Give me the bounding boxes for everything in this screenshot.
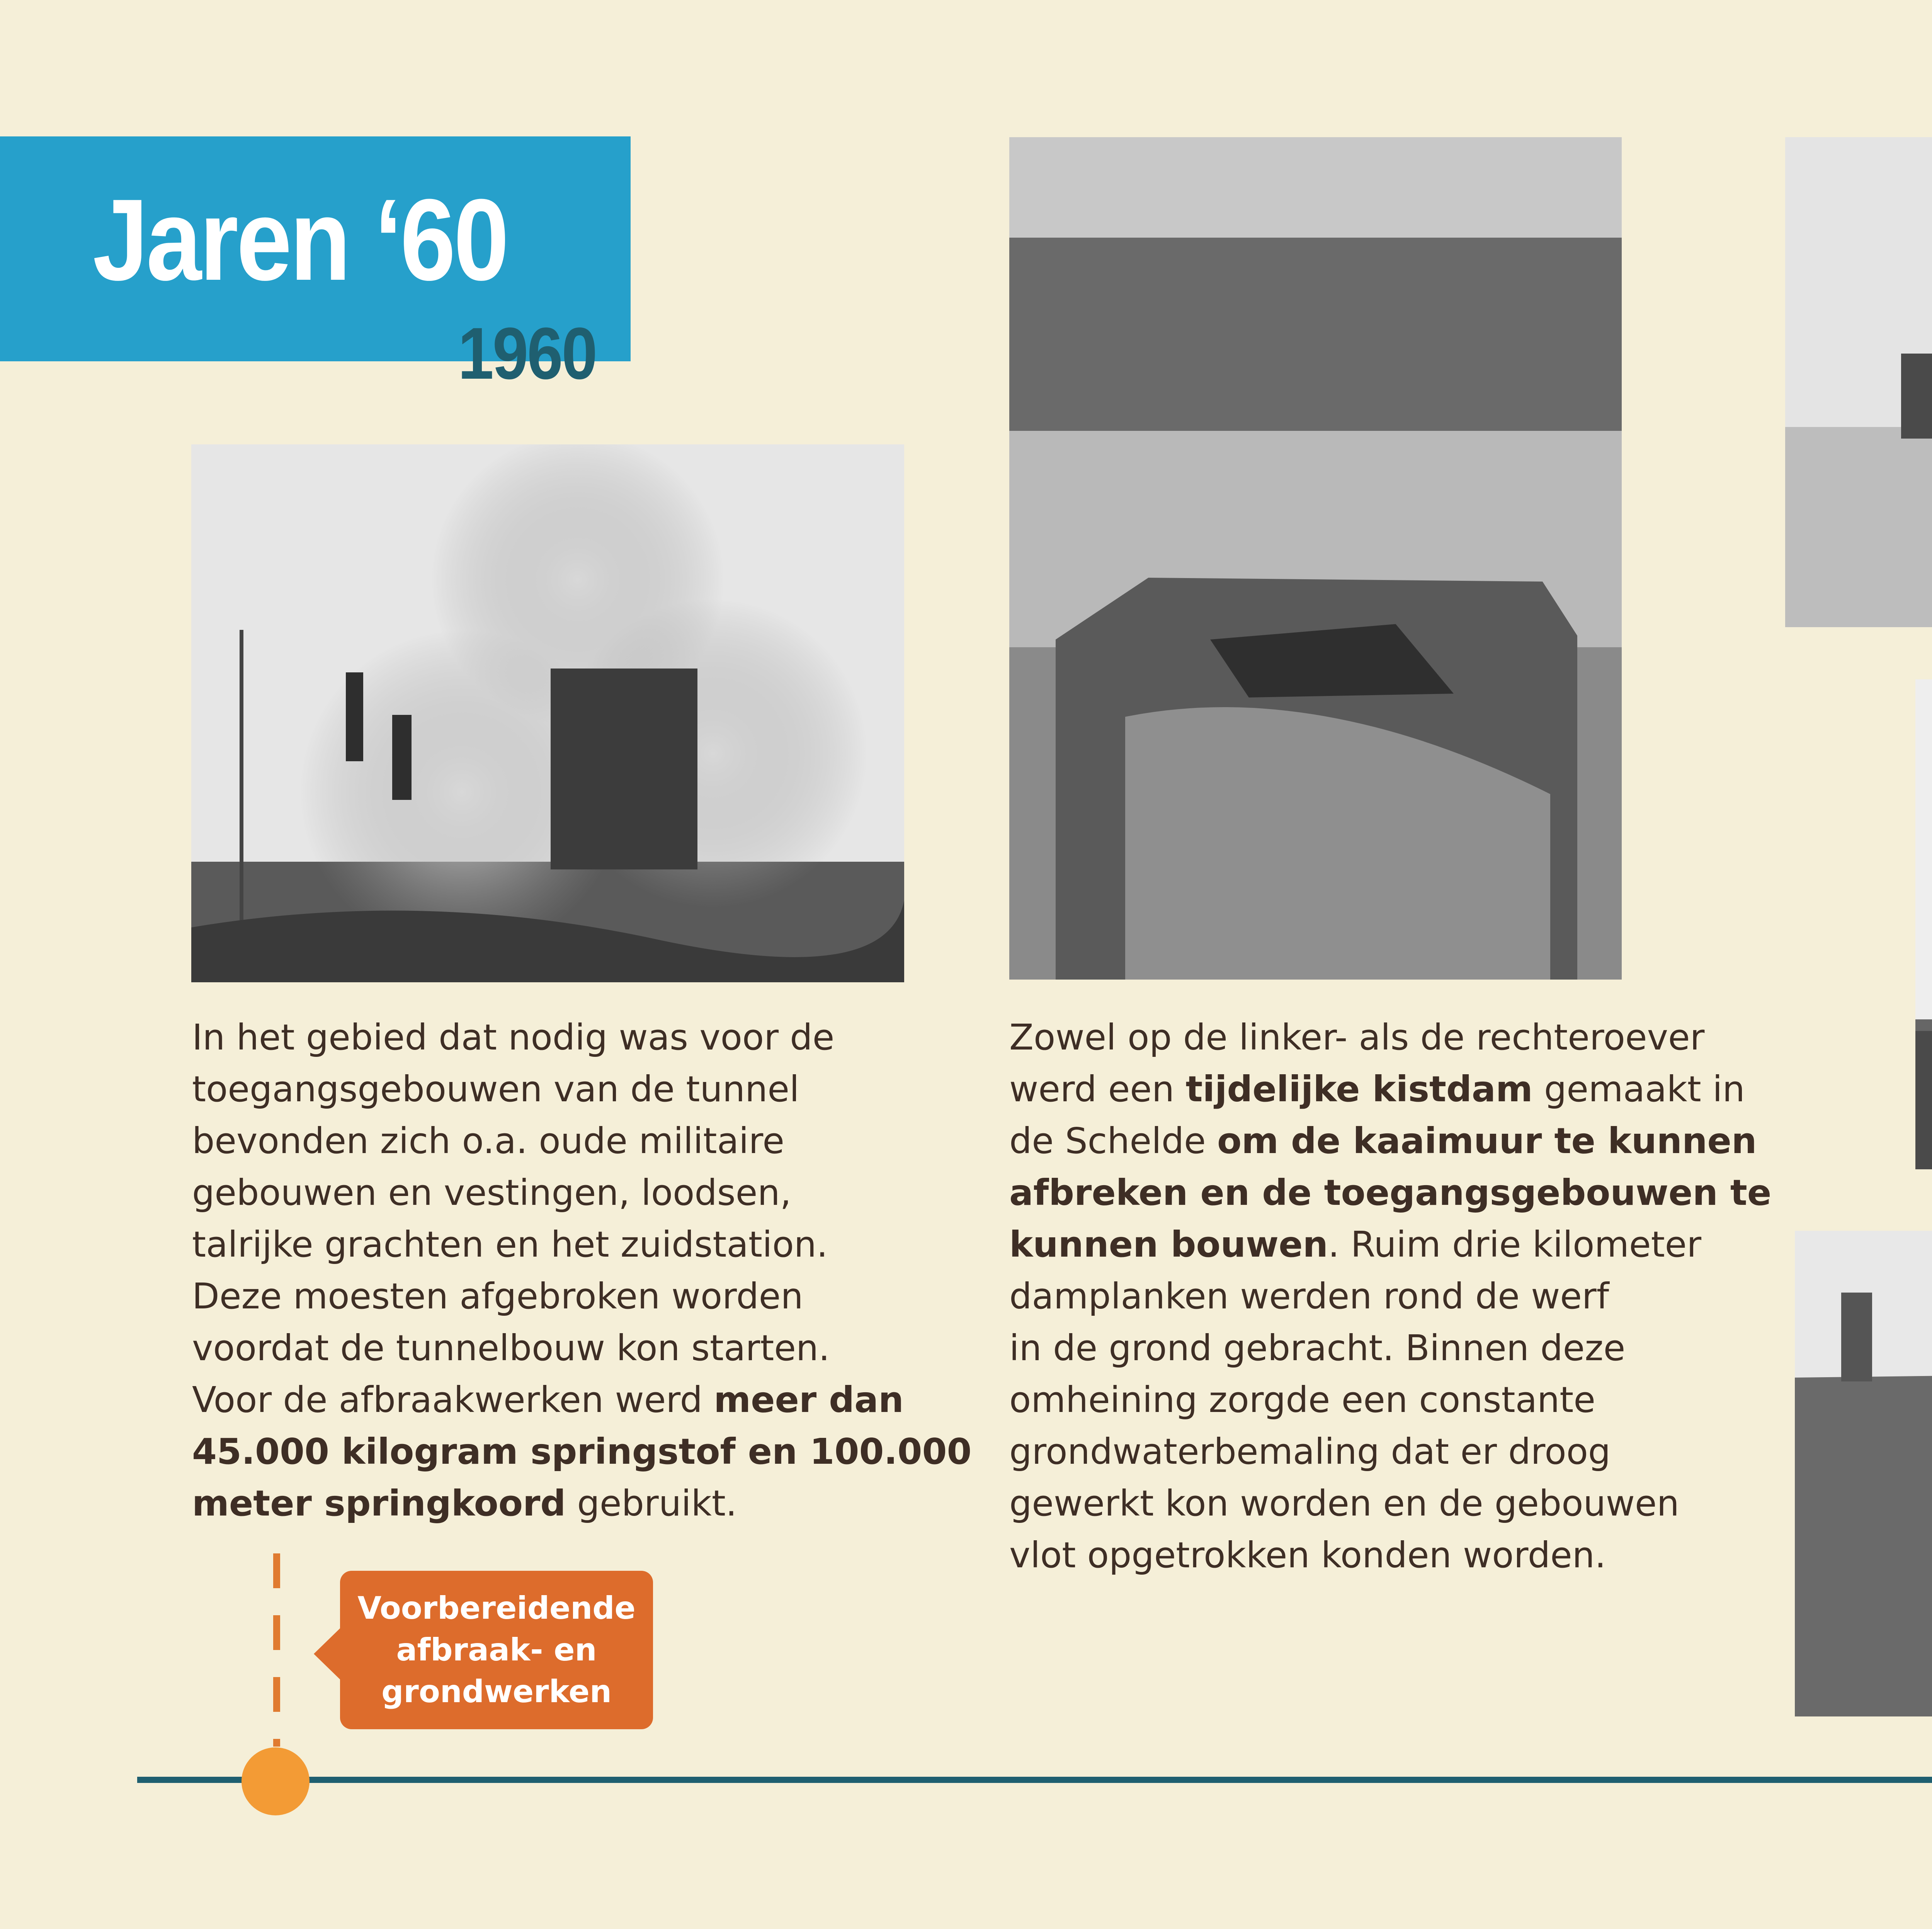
text-line: In het gebied dat nodig was voor de	[192, 1017, 835, 1058]
year-label: 1960	[458, 313, 596, 395]
text-line	[1009, 1219, 1771, 1271]
text-line: grondwaterbemaling dat er droog	[1009, 1431, 1611, 1472]
text-fragment: Voor de afbraakwerken werd	[192, 1379, 714, 1420]
demolition-photo	[191, 444, 904, 982]
text-line: in de grond gebracht. Binnen deze	[1009, 1327, 1626, 1369]
text-line	[192, 1426, 972, 1478]
text-line: damplanken werden rond de werf	[1009, 1276, 1609, 1317]
text-line	[192, 1478, 972, 1529]
timeline-marker-dashes	[273, 1553, 280, 1747]
text-line	[192, 1374, 972, 1426]
harbor-cranes-photo	[1785, 137, 1932, 627]
text-fragment: gebruikt.	[566, 1483, 737, 1524]
excavation-photo	[1795, 1231, 1932, 1716]
text-line: toegangsgebouwen van de tunnel	[192, 1068, 799, 1110]
bold-fragment: kunnen bouwen	[1009, 1224, 1328, 1265]
text-line	[1009, 1167, 1771, 1219]
text-line: talrijke grachten en het zuidstation.	[192, 1224, 828, 1265]
text-line	[1009, 1063, 1771, 1115]
callout-line: afbraak- en	[396, 1632, 597, 1668]
text-fragment: de Schelde	[1009, 1120, 1217, 1162]
text-line: Zowel op de linker- als de rechteroever	[1009, 1017, 1705, 1058]
callout-line: Voorbereidende	[357, 1590, 636, 1626]
text-line: bevonden zich o.a. oude militaire	[192, 1120, 784, 1162]
text-fragment: . Ruim drie kilometer	[1328, 1224, 1702, 1265]
callout-line: grondwerken	[381, 1674, 612, 1710]
bold-fragment: om de kaaimuur te kunnen	[1217, 1120, 1757, 1162]
text-line: omheining zorgde een constante	[1009, 1379, 1595, 1420]
timeline-axis	[137, 1777, 1932, 1783]
text-line: gebouwen en vestingen, loodsen,	[192, 1172, 791, 1213]
phase-callout	[340, 1571, 653, 1729]
page-title: Jaren ‘60	[93, 175, 507, 304]
bold-fragment: meter springkoord	[192, 1483, 566, 1524]
callout-pointer	[314, 1627, 342, 1681]
text-fragment: werd een	[1009, 1068, 1186, 1110]
text-line: gewerkt kon worden en de gebouwen	[1009, 1483, 1679, 1524]
text-line	[1009, 1115, 1771, 1167]
text-line: vlot opgetrokken konden worden.	[1009, 1534, 1606, 1576]
bold-fragment: tijdelijke kistdam	[1185, 1068, 1533, 1110]
bold-fragment: 45.000 kilogram springstof en 100.000	[192, 1431, 972, 1472]
text-fragment: gemaakt in	[1532, 1068, 1745, 1110]
bold-fragment: meer dan	[714, 1379, 904, 1420]
text-line: Deze moesten afgebroken worden	[192, 1276, 803, 1317]
text-line: voordat de tunnelbouw kon starten.	[192, 1327, 830, 1369]
cofferdam-crane-photo	[1915, 679, 1932, 1169]
aerial-photo	[1009, 137, 1622, 980]
left-description	[192, 1012, 972, 1529]
bold-fragment: afbreken en de toegangsgebouwen te	[1009, 1172, 1772, 1213]
center-description	[1009, 1012, 1771, 1581]
timeline-dot	[242, 1747, 310, 1815]
